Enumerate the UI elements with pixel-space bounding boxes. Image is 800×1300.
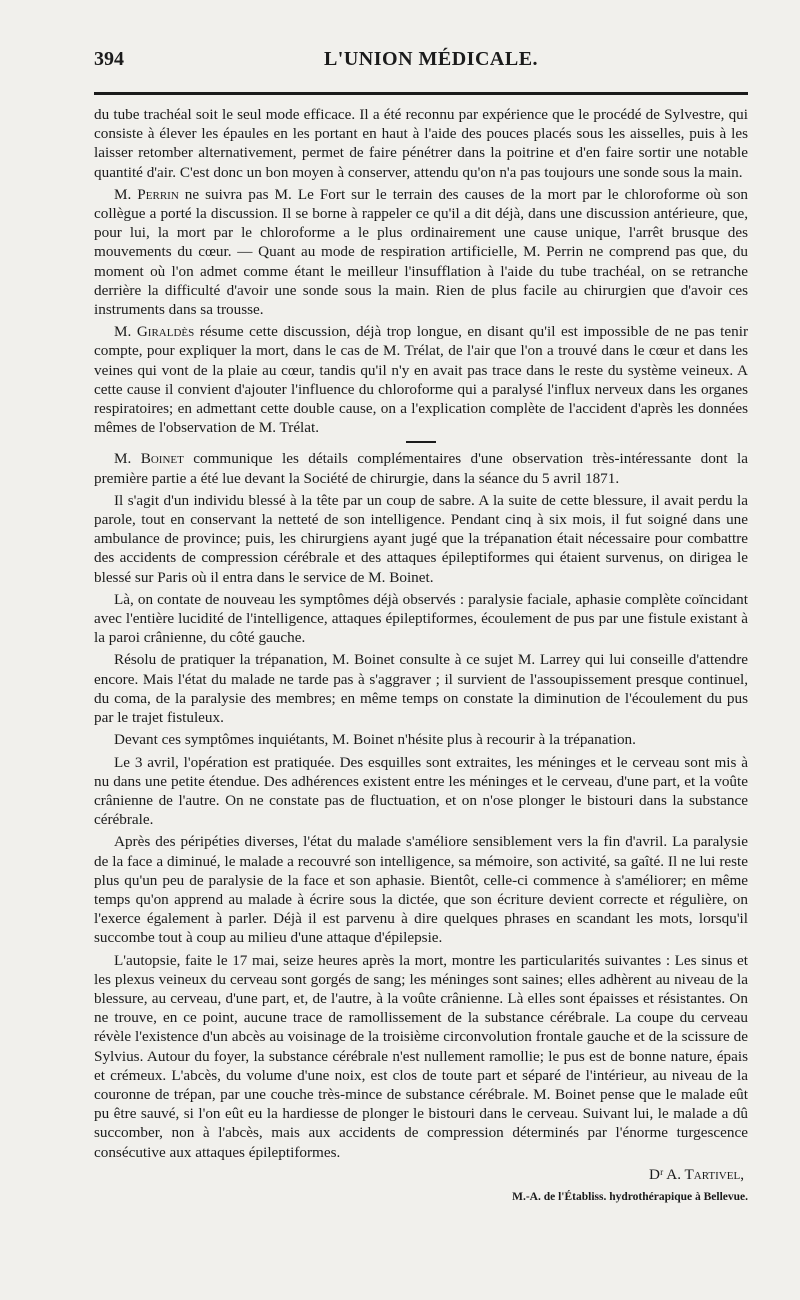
paragraph bbox=[94, 449, 748, 487]
paragraph bbox=[94, 832, 748, 947]
paragraph-text: L'autopsie, faite le 17 mai, seize heures après la mort, montre les particularités suivantes : Les sinus et les plexus veineux du cerveau sont gorgés de sang; les méninges sont saines; elles adhèrent au niveau de la blessure, au cerveau, d'une part, et, de l'autre, à la voûte crânienne. Là elles sont épaisses et résistantes. On ne trouve, en ce point, aucune trace de ramollissement de la substance cérébrale. La coupe du cerveau révèle l'existence d'un abcès au voisinage de la troisième circonvolution frontale gauche et de la scissure de Sylvius. Autour du foyer, la substance cérébrale n'est nullement ramollie; le pus est de bonne nature, épais et crémeux. L'abcès, du volume d'une noix, est clos de toute part et séparé de l'intérieur, au niveau de la couronne de trépan, par une couche très-mince de substance cérébrale. M. Boinet pense que le malade eût pu être sauvé, si l'on eût eu la hardiesse de plonger le bistouri dans le cerveau. Suivant lui, le malade a dû succomber, non à l'abcès, mais aux accidents de compression déterminés par l'énorme turgescence consécutive aux attaques épileptiformes. bbox=[94, 951, 748, 1161]
paragraph bbox=[94, 105, 748, 182]
section-separator bbox=[406, 441, 436, 443]
journal-title: L'UNION MÉDICALE. bbox=[323, 48, 539, 70]
paragraph bbox=[94, 491, 748, 587]
paragraph bbox=[94, 322, 748, 437]
author-signature: Dʳ A. Tartivel, bbox=[649, 1165, 744, 1183]
paragraph-text: Devant ces symptômes inquiétants, M. Boinet n'hésite plus à recourir à la trépanation. bbox=[114, 731, 636, 749]
paragraph bbox=[94, 753, 748, 830]
speaker-name: M. Boinet bbox=[114, 450, 184, 468]
author-affiliation: M.-A. de l'Établiss. hydrothérapique à Bellevue. bbox=[512, 1190, 748, 1203]
speaker-name: M. Giraldès bbox=[114, 323, 195, 341]
running-head bbox=[94, 44, 748, 74]
page-number: 394 bbox=[94, 48, 124, 70]
speaker-name: M. Perrin bbox=[114, 185, 179, 203]
paragraph-text: du tube trachéal soit le seul mode efficace. Il a été reconnu par expérience que le procédé de Sylvestre, qui consiste à élever les épaules en les portant en haut à l'aide des pouces placés sous les aisselles, puis à les laisser retomber alternativement, permet de faire pénétrer dans la poitrine et d'en faire sortir une notable quantité d'air. C'est donc un bon moyen à conserver, attendu qu'on n'a pas toujours une sonde sous la main. bbox=[94, 106, 748, 181]
paragraph-text: résume cette discussion, déjà trop longue, en disant qu'il est impossible de ne pas tenir compte, pour expliquer la mort, dans le cas de M. Trélat, de l'air que l'on a trouvé dans le cœur et dans les veines qui vont de la plaie au cœur, tandis qu'il n'y en avait pas trace dans le reste du système veineux. A cette cause il convient d'ajouter l'influence du chloroforme qui a paralysé l'influx nerveux dans les organes respiratoires; en admettant cette double cause, on a l'explication complète de l'accident d'après les données mêmes de l'observation de M. Trélat. bbox=[94, 323, 749, 437]
paragraph-text: ne suivra pas M. Le Fort sur le terrain des causes de la mort par le chloroforme où son collègue a porté la discussion. Il se borne à rappeler ce qu'il a dit déjà, dans une discussion antérieure, que, pour lui, la mort par le chloroforme a le plus ordinairement une cause unique, l'arrêt brusque des mouvements du cœur. — Quant au mode de respiration artificielle, M. Perrin ne comprend pas que, du moment où l'on admet comme étant le meilleur l'insufflation à l'aide du tube trachéal, on se retranche derrière la difficulté d'avoir une sonde sous la main. Rien de plus facile au chirurgien que d'avoir ces instruments dans sa trousse. bbox=[94, 185, 749, 319]
paragraph bbox=[94, 185, 748, 319]
paragraph-text: communique les détails complémentaires d'une observation très-intéressante dont la première partie a été lue devant la Société de chirurgie, dans la séance du 5 avril 1871. bbox=[94, 450, 749, 487]
paragraph-text: Là, on contate de nouveau les symptômes déjà observés : paralysie faciale, aphasie complète coïncidant avec l'entière lucidité de l'intelligence, attaques épileptiformes, écoulement de pus par une fistule existant à la paroi crânienne, du côté gauche. bbox=[94, 590, 748, 647]
paragraph bbox=[94, 730, 748, 749]
paragraph-text: Il s'agit d'un individu blessé à la tête par un coup de sabre. A la suite de cette blessure, il avait perdu la parole, tout en conservant la netteté de son intelligence. Pendant cinq à six mois, il fut soigné dans une ambulance de province; puis, les chirurgiens ayant jugé que la trépanation était nécessaire pour combattre des accidents de compression cérébrale et des attaques épileptiformes qui étaient survenus, on dirigea le blessé sur Paris où il entra dans le service de M. Boinet. bbox=[94, 491, 748, 586]
header-rule bbox=[94, 92, 748, 95]
article-body bbox=[94, 105, 748, 1207]
paragraph bbox=[94, 951, 748, 1162]
paragraph bbox=[94, 590, 748, 648]
paragraph-text: Après des péripéties diverses, l'état du malade s'améliore sensiblement vers la fin d'avril. La paralysie de la face a diminué, le malade a recouvré son intelligence, sa mémoire, son activité, sa gaîté. Il ne lui reste plus qu'un peu de paralysie de la face et son aphasie. Bientôt, celle-ci commence à s'améliorer; en même temps qu'on apprend au malade à écrire sous la dictée, que son écriture devient correcte et régulière, on l'exerce également à parler. Déjà il est parvenu à dire quelques phrases en scandant les mots, lorsqu'il succombe tout à coup au milieu d'une attaque d'épilepsie. bbox=[94, 833, 748, 947]
paragraph-text: Résolu de pratiquer la trépanation, M. Boinet consulte à ce sujet M. Larrey qui lui conseille d'attendre encore. Mais l'état du malade ne tarde pas à s'aggraver ; il survient de l'assoupissement presque continuel, du coma, de la paralysie des membres; en même temps on constate la diminution de l'écoulement du pus par le trajet fistuleux. bbox=[94, 651, 748, 727]
paragraph-text: Le 3 avril, l'opération est pratiquée. Des esquilles sont extraites, les méninges et le cerveau sont mis à nu dans une petite étendue. Des adhérences existent entre les méninges et le cerveau, d'une part, et la voûte crânienne de l'autre. On ne constate pas de fluctuation, et on n'ose plonger le bistouri dans la substance cérébrale. bbox=[94, 753, 748, 829]
paragraph bbox=[94, 650, 748, 727]
